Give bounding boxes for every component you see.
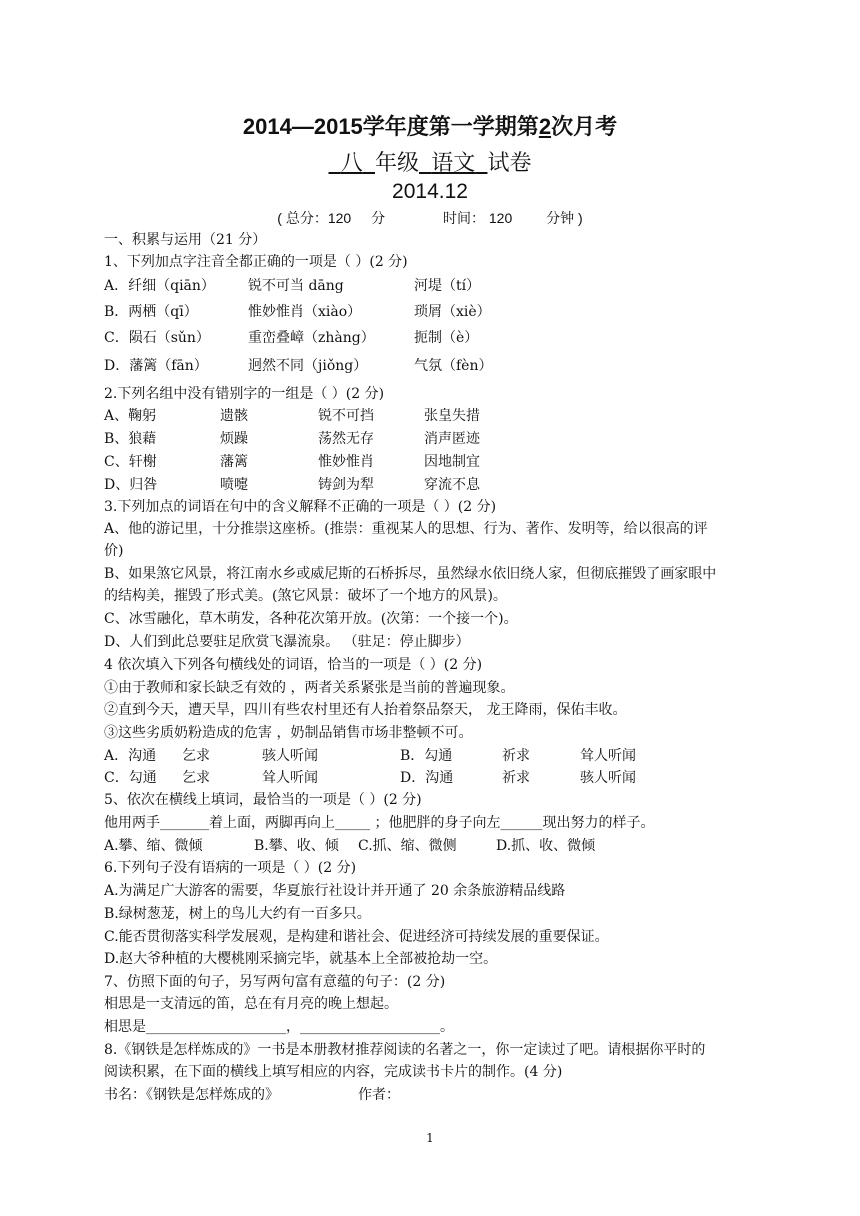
q8-author-label: 作者： [358, 1087, 400, 1103]
q1-option: 迥然不同（jiǒng） [248, 358, 368, 374]
q3-option-a-cont: 价) [104, 543, 124, 559]
q3-stem: 3.下列加点的词语在句中的含义解释不正确的一项是（ ）(2 分) [104, 499, 497, 515]
q3-option-d: D、人们到此总要驻足欣赏飞瀑流泉。 （驻足：停止脚步） [104, 634, 470, 650]
q2-option: 遗骸 [220, 408, 248, 424]
score-time-line: ( 总分：120 分 时间： 120 分钟 ) [277, 210, 583, 226]
q4-option: 骇人听闻 [580, 770, 636, 786]
exam-number: 2 [538, 114, 552, 139]
q4-option: C．勾通 [104, 770, 157, 786]
q5-option: D.抓、收、微倾 [496, 838, 596, 854]
exam-date: 2014.12 [392, 180, 468, 203]
q4-sentence: ①由于教师和家长缺乏有效的 ，两者关系紧张是当前的普遍现象。 [104, 680, 515, 696]
q6-option-a: A.为满足广大游客的需要，华夏旅行社设计并开通了 20 余条旅游精品线路 [104, 883, 566, 899]
q4-sentence: ③这些劣质奶粉造成的危害 ，奶制品销售市场非整顿不可。 [104, 725, 473, 741]
q4-option: 耸人听闻 [262, 770, 318, 786]
q2-option: 穿流不息 [424, 477, 480, 493]
q2-option: 惟妙惟肖 [318, 454, 374, 470]
q2-option: 消声匿迹 [424, 431, 480, 447]
q5-stem: 5、依次在横线上填词，最恰当的一项是（ ）(2 分) [104, 792, 422, 808]
q1-option: 琐屑（xiè） [414, 304, 491, 320]
q4-option: 祈求 [502, 770, 530, 786]
q4-stem: 4 依次填入下列各句横线处的词语，恰当的一项是（ ）(2 分) [104, 657, 483, 673]
q1-option: 扼制（è） [414, 330, 479, 346]
q2-option: 因地制宜 [424, 454, 480, 470]
q1-option: 气氛（fèn） [414, 358, 493, 374]
q3-option-b: B、如果煞它风景，将江南水乡或威尼斯的石桥拆尽，虽然绿水依旧绕人家，但彻底摧毁了画家眼中 [104, 566, 717, 582]
q4-option: 骇人听闻 [262, 748, 318, 764]
q4-option: 祈求 [502, 748, 530, 764]
grade-subject-line: 八 年级 语文 试卷 [0, 146, 860, 177]
q8-book-title: 书名：《钢铁是怎样炼成的》 [104, 1087, 279, 1103]
q8-stem-cont: 阅读积累，在下面的横线上填写相应的内容，完成读书卡片的制作。(4 分) [104, 1064, 563, 1080]
q2-option: 锐不可挡 [318, 408, 374, 424]
q1-option: 惟妙惟肖（xiào） [248, 304, 362, 320]
q3-option-c: C、冰雪融化，草木萌发，各种花次第开放。(次第：一个接一个)。 [104, 611, 518, 627]
q6-option-d: D.赵大爷种植的大樱桃刚采摘完毕，就基本上全部被抢劫一空。 [104, 951, 498, 967]
q4-sentence: ②直到今天，遭天旱，四川有些农村里还有人抬着祭品祭天， 龙王降雨，保佑丰收。 [104, 702, 627, 718]
q2-option: A、鞠躬 [104, 408, 157, 424]
q7-answer-blank[interactable]: 相思是____________________，____________________。 [104, 1019, 454, 1035]
q4-option: B．勾通 [400, 748, 453, 764]
q2-option: C、轩榭 [104, 454, 157, 470]
q1-option: B．两栖（qī） [104, 304, 198, 320]
q1-stem: 1、下列加点字注音全都正确的一项是（ ）(2 分) [104, 254, 408, 270]
q2-option: 荡然无存 [318, 431, 374, 447]
q1-option: 重峦叠嶂（zhàng） [248, 330, 375, 346]
grade-value: 八 [340, 150, 363, 175]
q4-option: 乞求 [182, 770, 210, 786]
q4-option: 耸人听闻 [580, 748, 636, 764]
q7-example: 相思是一支清远的笛，总在有月亮的晚上想起。 [104, 996, 398, 1012]
q3-option-b-cont: 的结构美，摧毁了形式美。(煞它风景：破坏了一个地方的风景)。 [104, 588, 507, 604]
q5-option: B.攀、收、倾 [254, 838, 339, 854]
q4-option: A．沟通 [104, 748, 157, 764]
q1-option: 锐不可当 dāng [248, 278, 344, 294]
q2-option: D、归咎 [104, 477, 158, 493]
q8-stem: 8.《钢铁是怎样炼成的》一书是本册教材推荐阅读的名著之一，你一定读过了吧。请根据你平时的 [104, 1042, 706, 1058]
q2-option: 烦躁 [220, 431, 248, 447]
q2-stem: 2.下列名组中没有错别字的一组是（ ）(2 分) [104, 386, 385, 402]
q2-option: 张皇失措 [424, 408, 480, 424]
q4-option: D．沟通 [400, 770, 454, 786]
page-number: 1 [426, 1131, 434, 1145]
q2-option: 藩篱 [220, 454, 248, 470]
exam-title: 2014—2015学年度第一学期第2次月考 [242, 114, 618, 139]
q4-option: 乞求 [182, 748, 210, 764]
q1-option: 河堤（tí） [414, 278, 481, 294]
q2-option: 铸剑为犁 [318, 477, 374, 493]
q2-option: 喷嚏 [220, 477, 248, 493]
q1-option: A．纤细（qiān） [104, 278, 215, 294]
q1-option: D．藩篱（fān） [104, 358, 208, 374]
q5-option: A.攀、缩、微倾 [104, 838, 203, 854]
q5-sentence: 他用两手_______着上面，两脚再向上_____ ；他肥胖的身子向左______现出努力的样子。 [104, 815, 655, 831]
q1-option: C．陨石（sǔn） [104, 330, 210, 346]
q5-option: C.抓、缩、微侧 [358, 838, 457, 854]
q6-option-c: C.能否贯彻落实科学发展观，是构建和谐社会、促进经济可持续发展的重要保证。 [104, 929, 609, 945]
q6-option-b: B.绿树葱茏，树上的鸟儿大约有一百多只。 [104, 906, 371, 922]
section-heading: 一、积累与运用（21 分） [104, 232, 267, 248]
q3-option-a: A、他的游记里，十分推崇这座桥。(推崇：重视某人的思想、行为、著作、发明等，给以很高的评 [104, 521, 708, 537]
q6-stem: 6.下列句子没有语病的一项是（ ）(2 分) [104, 860, 357, 876]
q2-option: B、狼藉 [104, 431, 157, 447]
subject-value: 语文 [431, 150, 476, 175]
q7-stem: 7、仿照下面的句子，另写两句富有意蕴的句子：(2 分) [104, 974, 446, 990]
